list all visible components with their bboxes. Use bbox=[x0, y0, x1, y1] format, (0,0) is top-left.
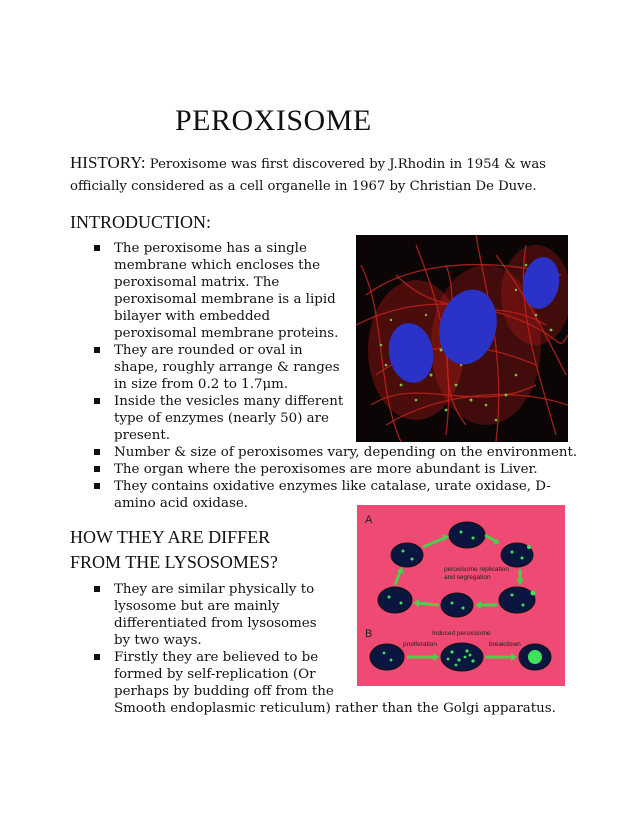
list-item bbox=[70, 649, 584, 717]
panel-b-label: B bbox=[365, 628, 373, 640]
list-item: They are rounded or oval in shape, roughly arrange & ranges in size from 0.2 to 1.7μm. bbox=[70, 342, 344, 393]
list-item-text: Smooth endoplasmic reticulum) rather than the Golgi apparatus. bbox=[114, 701, 556, 716]
history-text: Peroxisome was first discovered by J.Rhodin in 1954 & was officially considered as a cell organelle in 1967 by Christian De Duve. bbox=[70, 157, 546, 194]
replication-label: peroxisome replication bbox=[444, 566, 510, 573]
proliferation-label: proliferation bbox=[403, 641, 437, 648]
difference-heading-line: FROM THE LYSOSOMES? bbox=[70, 552, 278, 572]
segregation-label: and segregation bbox=[444, 574, 491, 581]
panel-a-label: A bbox=[365, 514, 373, 526]
history-label: HISTORY: bbox=[70, 153, 146, 172]
list-item: They contains oxidative enzymes like catalase, urate oxidase, D-amino acid oxidase. bbox=[70, 478, 580, 512]
difference-heading bbox=[70, 525, 278, 575]
introduction-heading: INTRODUCTION: bbox=[70, 212, 211, 232]
list-item: The peroxisome has a single membrane which encloses the peroxisomal matrix. The peroxisomal membrane is a lipid bilayer with embedded peroxisomal membrane proteins. bbox=[70, 240, 344, 342]
breakdown-label: breakdown bbox=[489, 641, 521, 648]
list-item-text: Firstly they are believed to be formed by self-replication (Or perhaps by budding off from the bbox=[114, 650, 334, 699]
list-item: The organ where the peroxisomes are more abundant is Liver. bbox=[70, 461, 634, 478]
introduction-list bbox=[70, 240, 578, 512]
difference-list bbox=[70, 581, 570, 717]
list-item: They are similar physically to lysosome but are mainly differentiated from lysosomes by two ways. bbox=[70, 581, 334, 649]
list-item: Inside the vesicles many different type of enzymes (nearly 50) are present. bbox=[70, 393, 364, 444]
difference-heading-line: HOW THEY ARE DIFFER bbox=[70, 527, 271, 547]
page-title: PEROXISOME bbox=[175, 104, 372, 137]
list-item: Number & size of peroxisomes vary, depending on the environment. bbox=[70, 444, 634, 461]
induced-peroxisome-label: Induced peroxisome bbox=[432, 630, 491, 637]
history-paragraph bbox=[70, 152, 590, 198]
